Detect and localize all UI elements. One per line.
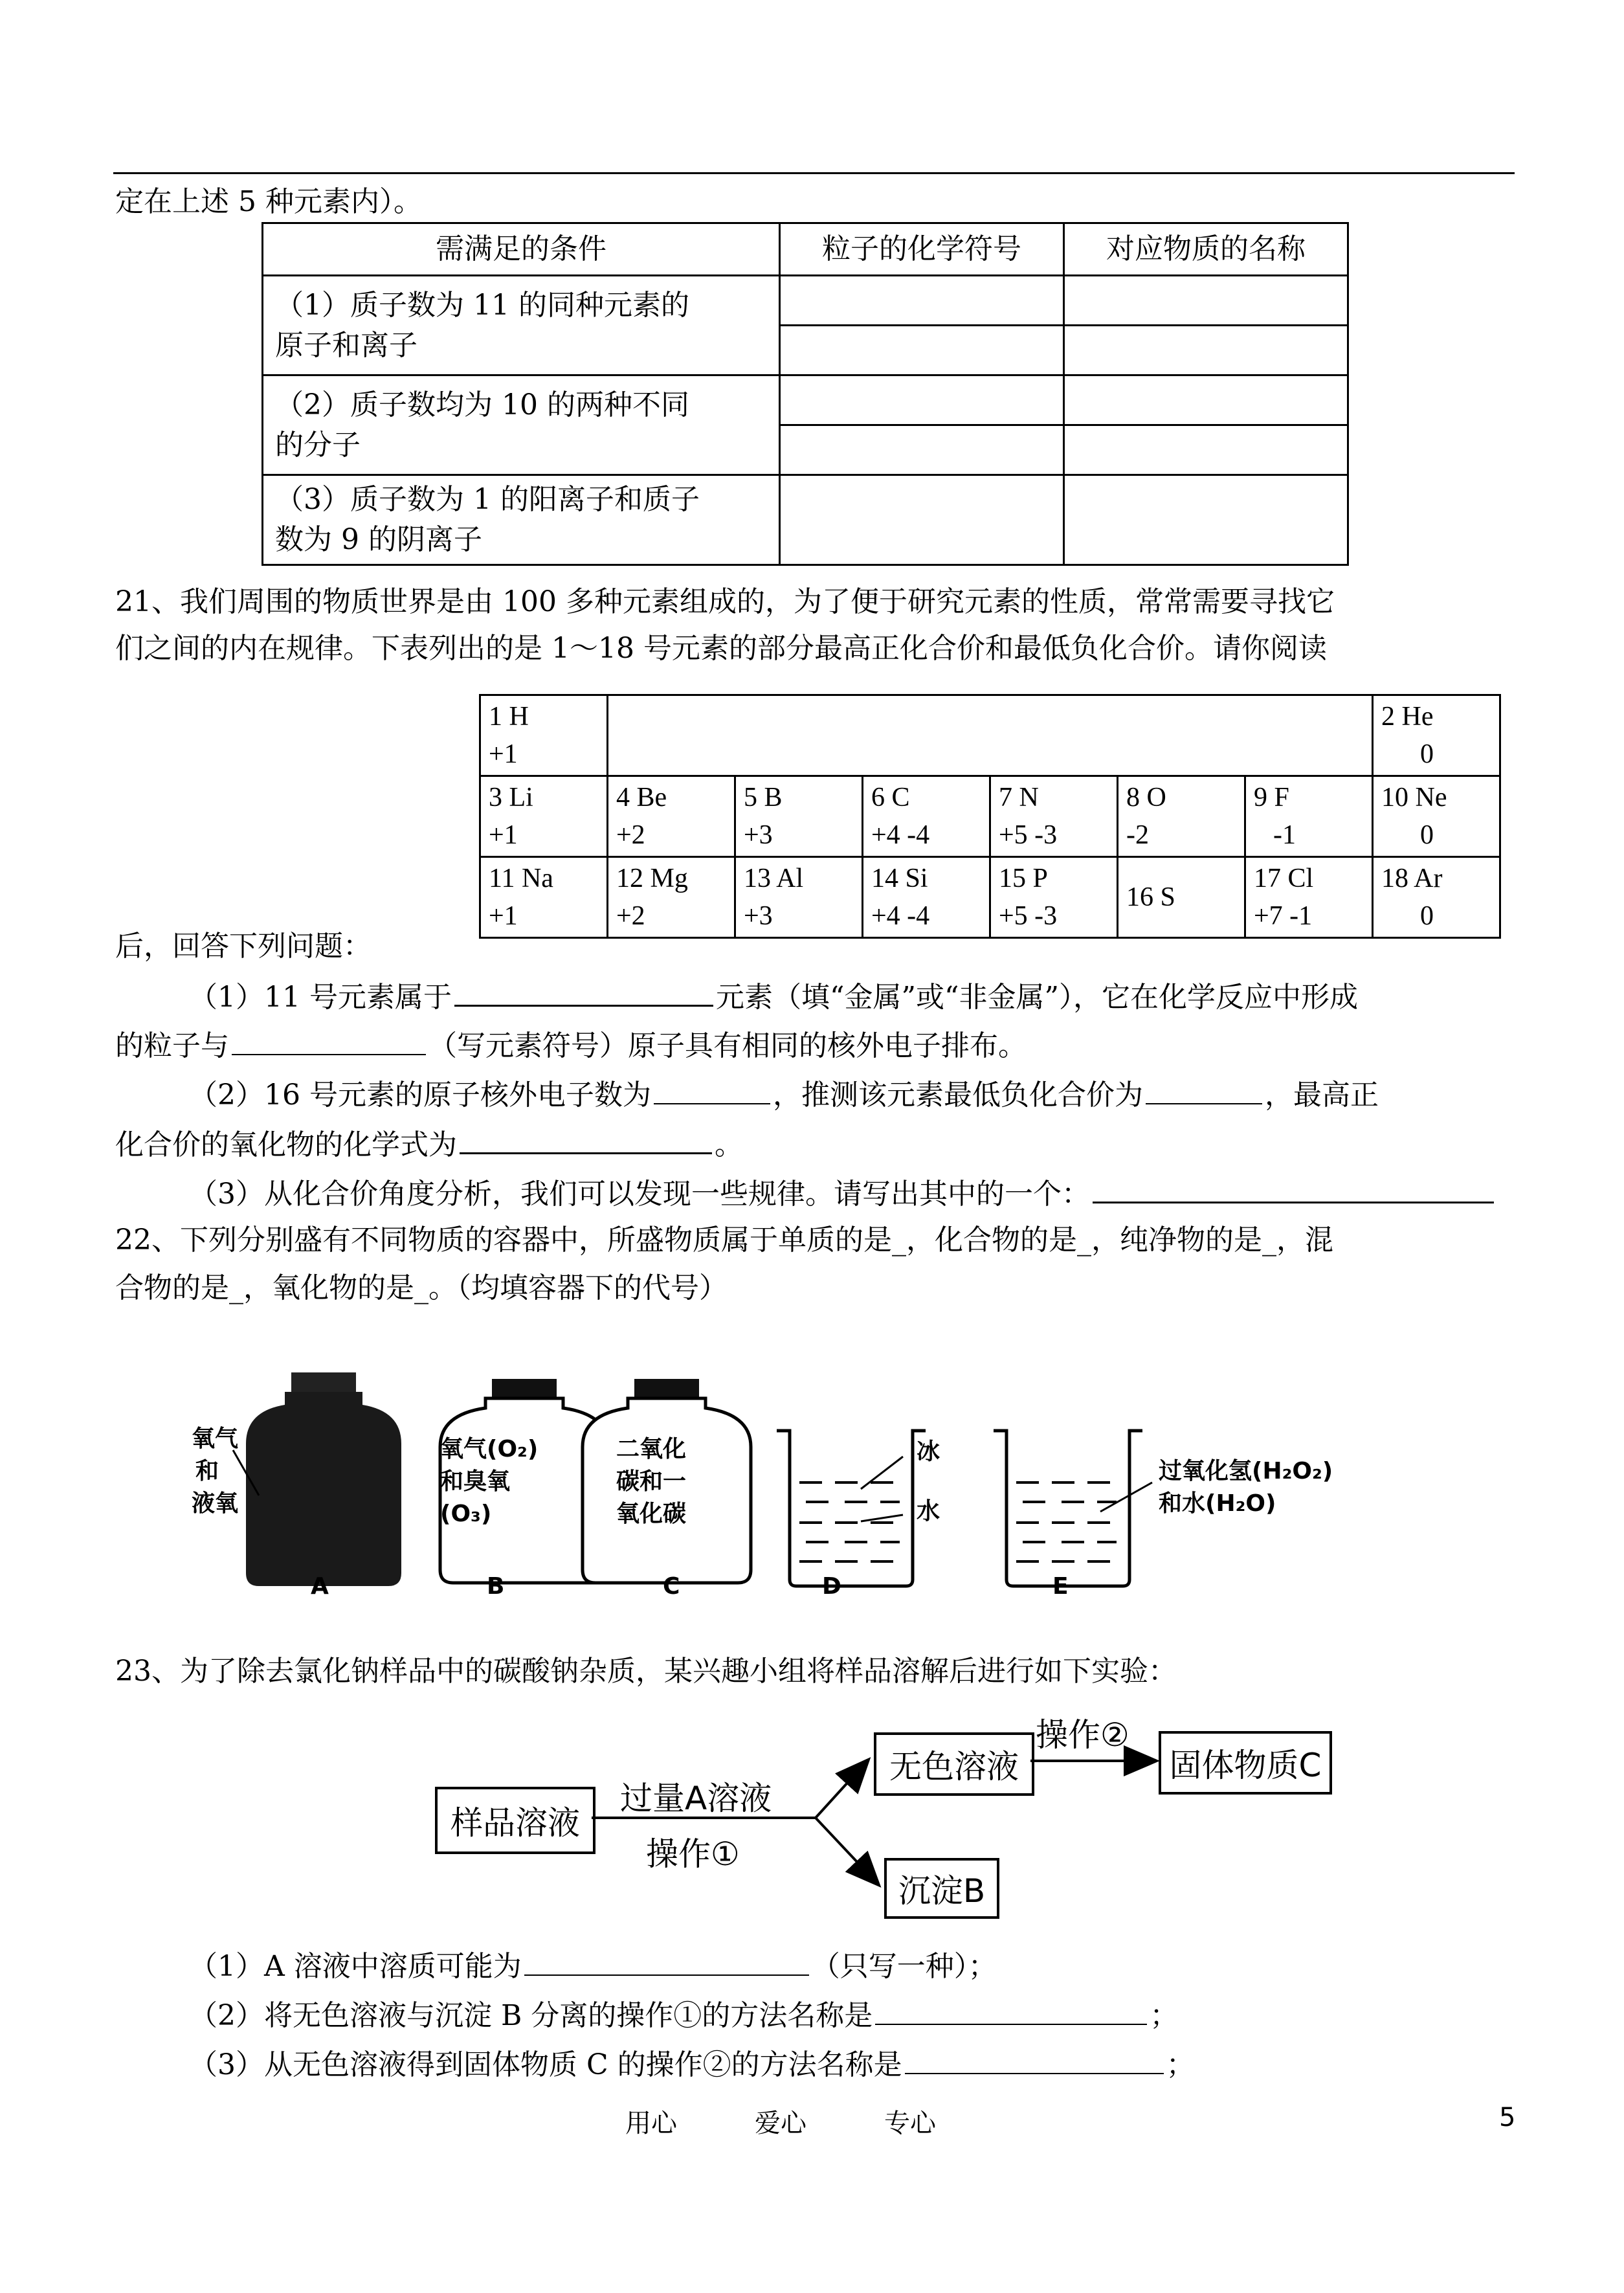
element-cell: 17 Cl +7 -1	[1245, 857, 1373, 938]
condition-2	[263, 375, 780, 475]
q22-line2: 合物的是_，氧化物的是_。（均填容器下的代号）	[115, 1271, 728, 1304]
answer-blank[interactable]	[1146, 1075, 1262, 1104]
answer-cell[interactable]	[780, 375, 1064, 425]
answer-cell[interactable]	[780, 326, 1064, 375]
answer-cell[interactable]	[1064, 475, 1348, 565]
element-cell: 5 B +3	[735, 776, 863, 857]
element-cell: 1 H +1	[480, 695, 608, 776]
answer-blank[interactable]	[875, 1995, 1147, 2025]
element-cell: 6 C +4 -4	[863, 776, 990, 857]
bottle-c-text: 二氧化 碳和一 氧化碳	[616, 1436, 687, 1527]
op2-label: 操作②	[1036, 1716, 1129, 1754]
answer-blank[interactable]	[905, 2044, 1164, 2074]
q20-table	[261, 222, 1349, 566]
condition-3	[263, 475, 780, 565]
answer-cell[interactable]	[780, 475, 1064, 565]
label-b: B	[487, 1573, 505, 1600]
condition-3-line2: 数为 9 的阴离子	[275, 523, 482, 556]
beaker-d-ice: 冰	[917, 1438, 940, 1465]
q23-q1: （1）A 溶液中溶质可能为 （只写一种）；	[189, 1946, 997, 1986]
element-cell: 18 Ar 0	[1373, 857, 1500, 938]
answer-blank[interactable]	[460, 1124, 712, 1154]
beaker-e-text: 过氧化氢(H₂O₂) 和水(H₂O)	[1159, 1458, 1333, 1517]
condition-3-line1: （3）质子数为 1 的阳离子和质子	[275, 483, 700, 516]
element-cell: 15 P +5 -3	[990, 857, 1118, 938]
q21-p2-line2: 化合价的氧化物的化学式为 。	[115, 1124, 743, 1165]
condition-1-line1: （1）质子数为 11 的同种元素的	[275, 288, 689, 322]
answer-cell[interactable]	[1064, 326, 1348, 375]
answer-blank[interactable]	[232, 1025, 426, 1055]
answer-cell[interactable]	[780, 425, 1064, 475]
label-a: A	[311, 1573, 329, 1600]
element-cell: 12 Mg +2	[608, 857, 735, 938]
condition-1-line2: 原子和离子	[275, 328, 417, 362]
label-c: C	[663, 1573, 680, 1600]
answer-cell[interactable]	[780, 276, 1064, 326]
element-cell: 2 He 0	[1373, 695, 1500, 776]
answer-blank[interactable]	[454, 976, 713, 1007]
element-cell: 16 S	[1118, 857, 1245, 938]
bottle-a	[233, 1372, 401, 1586]
condition-1	[263, 276, 780, 375]
q21-p3: （3）从化合价角度分析，我们可以发现一些规律。请写出其中的一个：	[189, 1173, 1496, 1214]
answer-cell[interactable]	[1064, 276, 1348, 326]
q21-p1-line1: （1）11 号元素属于 元素（填“金属”或“非金属”），它在化学反应中形成	[189, 976, 1358, 1017]
condition-2-line1: （2）质子数均为 10 的两种不同	[275, 388, 689, 421]
element-cell: 13 Al +3	[735, 857, 863, 938]
element-cell: 11 Na +1	[480, 857, 608, 938]
element-cell: 3 Li +1	[480, 776, 608, 857]
answer-blank[interactable]	[1093, 1173, 1494, 1203]
q21-intro-line1: 21、我们周围的物质世界是由 100 多种元素组成的，为了便于研究元素的性质，常常需要寻找它	[115, 585, 1335, 618]
label-e: E	[1052, 1573, 1069, 1600]
q21-p2-line1: （2）16 号元素的原子核外电子数为 ，推测该元素最低负化合价为 ，最高正	[189, 1075, 1379, 1115]
header-substance: 对应物质的名称	[1064, 223, 1348, 276]
empty-span	[608, 695, 1373, 776]
element-cell: 9 F -1	[1245, 776, 1373, 857]
bottle-b-text: 氧气(O₂) 和臭氧 (O₃)	[440, 1436, 539, 1527]
box-sample-solution: 样品溶液	[435, 1787, 595, 1854]
header-rule	[113, 172, 1515, 174]
q22-line1: 22、下列分别盛有不同物质的容器中，所盛物质属于单质的是_，化合物的是_，纯净物的是_，混	[115, 1224, 1333, 1257]
box-solid-c: 固体物质C	[1159, 1731, 1332, 1795]
arrow-label-top: 过量A溶液	[620, 1780, 772, 1817]
q21-intro-line3: 后，回答下列问题：	[115, 930, 372, 963]
condition-2-line2: 的分子	[275, 428, 361, 462]
footer-word: 爱心	[755, 2108, 806, 2138]
q21-p1-line2: 的粒子与 （写元素符号）原子具有相同的核外电子排布。	[115, 1025, 1027, 1066]
footer-word: 用心	[625, 2108, 677, 2138]
element-cell: 7 N +5 -3	[990, 776, 1118, 857]
beaker-d-water: 水	[917, 1498, 940, 1525]
answer-cell[interactable]	[1064, 375, 1348, 425]
answer-blank[interactable]	[524, 1946, 809, 1976]
element-cell: 4 Be +2	[608, 776, 735, 857]
box-colorless-solution: 无色溶液	[874, 1732, 1034, 1796]
q23-q3: （3）从无色溶液得到固体物质 C 的操作②的方法名称是 ；	[189, 2044, 1195, 2085]
beaker-d	[777, 1431, 926, 1586]
q21-intro-line2: 们之间的内在规律。下表列出的是 1～18 号元素的部分最高正化合价和最低负化合价。请你阅读	[115, 632, 1327, 665]
label-d: D	[822, 1573, 841, 1600]
q23-q2: （2）将无色溶液与沉淀 B 分离的操作①的方法名称是 ；	[189, 1995, 1178, 2035]
header-condition: 需满足的条件	[263, 223, 780, 276]
footer-word: 专心	[884, 2108, 936, 2138]
answer-cell[interactable]	[1064, 425, 1348, 475]
header-symbol: 粒子的化学符号	[780, 223, 1064, 276]
element-cell: 8 O -2	[1118, 776, 1245, 857]
arrow-label-bottom: 操作①	[646, 1835, 740, 1873]
q23-intro: 23、为了除去氯化钠样品中的碳酸钠杂质，某兴趣小组将样品溶解后进行如下实验：	[115, 1655, 1177, 1688]
continuation-text: 定在上述 5 种元素内）。	[115, 185, 422, 218]
beaker-e	[994, 1431, 1152, 1586]
periodic-table	[479, 694, 1501, 939]
element-cell: 14 Si +4 -4	[863, 857, 990, 938]
page-number: 5	[1499, 2103, 1516, 2132]
element-cell: 10 Ne 0	[1373, 776, 1500, 857]
answer-blank[interactable]	[654, 1075, 770, 1104]
bottle-a-text: 氧气 和 液氧	[192, 1426, 239, 1517]
box-precipitate-b: 沉淀B	[884, 1858, 999, 1919]
